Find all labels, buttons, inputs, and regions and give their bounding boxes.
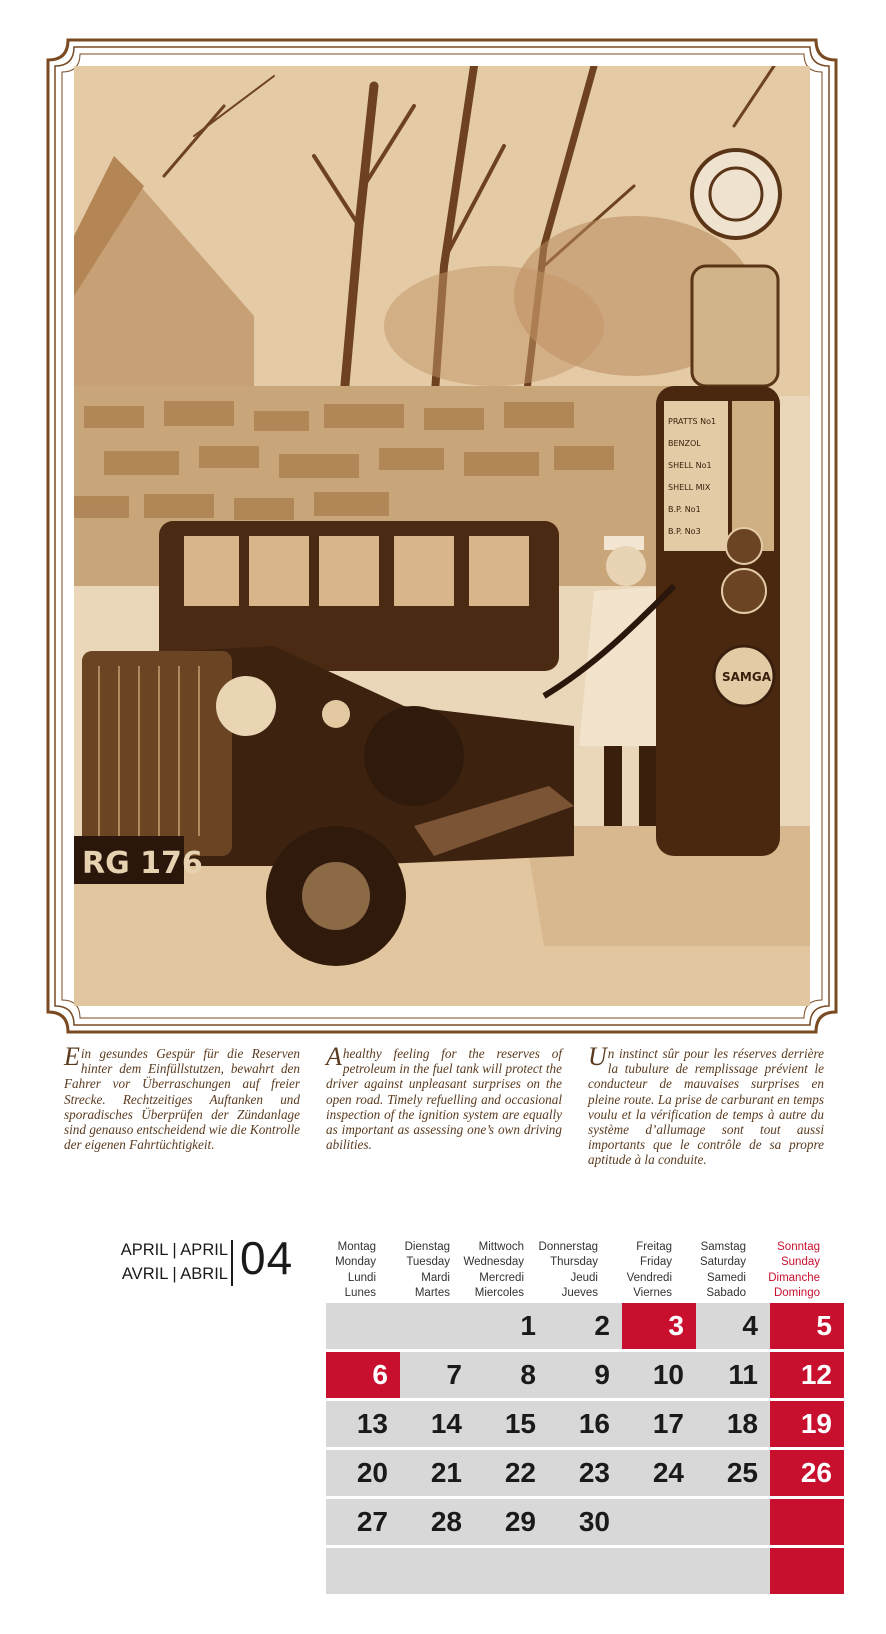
day-label: Wednesday bbox=[463, 1256, 524, 1269]
calendar-day-cell: 20 bbox=[326, 1450, 400, 1496]
day-header-sunday bbox=[746, 1240, 820, 1302]
pump-label: SHELL MIX bbox=[668, 483, 711, 492]
calendar-day-cell: 4 bbox=[696, 1303, 770, 1349]
plate-text: RG 176 bbox=[82, 846, 203, 881]
calendar-day-cell bbox=[474, 1548, 548, 1594]
photo-frame bbox=[46, 38, 838, 1034]
calendar-day-cell: 28 bbox=[400, 1499, 474, 1545]
caption-english bbox=[326, 1042, 562, 1153]
vintage-photo bbox=[74, 66, 810, 1006]
calendar-day-cell bbox=[400, 1548, 474, 1594]
day-label: Jeudi bbox=[570, 1271, 598, 1284]
month-number: 04 bbox=[240, 1232, 294, 1284]
calendar-day-cell bbox=[622, 1548, 696, 1594]
day-label: Vendredi bbox=[626, 1271, 672, 1284]
caption-initial: A bbox=[326, 1042, 342, 1071]
calendar-day-cell bbox=[696, 1548, 770, 1594]
day-label: Dimanche bbox=[768, 1271, 820, 1284]
pump-label: BENZOL bbox=[668, 439, 701, 448]
calendar-day-cell: 12 bbox=[770, 1352, 844, 1398]
calendar-day-cell: 9 bbox=[548, 1352, 622, 1398]
day-header-friday bbox=[598, 1240, 672, 1302]
day-label: Mardi bbox=[421, 1271, 450, 1284]
day-label: Samstag bbox=[700, 1241, 746, 1253]
pump-label: PRATTS No1 bbox=[668, 417, 717, 426]
calendar-day-cell: 17 bbox=[622, 1401, 696, 1447]
calendar-day-cell: 26 bbox=[770, 1450, 844, 1496]
caption-initial: E bbox=[64, 1042, 80, 1071]
calendar-day-cell: 5 bbox=[770, 1303, 844, 1349]
month-name-block bbox=[110, 1238, 228, 1286]
caption-initial: U bbox=[588, 1042, 607, 1071]
calendar-day-cell bbox=[770, 1548, 844, 1594]
calendar-day-cell bbox=[770, 1499, 844, 1545]
month-name-line2: AVRIL | ABRIL bbox=[121, 1265, 228, 1283]
calendar-day-cell bbox=[622, 1499, 696, 1545]
caption-french bbox=[588, 1042, 824, 1168]
day-header-monday bbox=[302, 1240, 376, 1302]
calendar-day-cell: 29 bbox=[474, 1499, 548, 1545]
day-label: Freitag bbox=[636, 1241, 672, 1253]
calendar-day-cell: 6 bbox=[326, 1352, 400, 1398]
day-label: Monday bbox=[335, 1256, 376, 1269]
calendar-day-cell: 8 bbox=[474, 1352, 548, 1398]
calendar-day-cell bbox=[400, 1303, 474, 1349]
day-header-tuesday bbox=[376, 1240, 450, 1302]
day-label: Tuesday bbox=[406, 1256, 450, 1269]
calendar-day-cell: 24 bbox=[622, 1450, 696, 1496]
day-label: Mittwoch bbox=[478, 1241, 524, 1253]
calendar-day-cell: 30 bbox=[548, 1499, 622, 1545]
calendar-day-cell: 13 bbox=[326, 1401, 400, 1447]
day-header-saturday bbox=[672, 1240, 746, 1302]
calendar-day-cell: 22 bbox=[474, 1450, 548, 1496]
pump-brand: SAMGA bbox=[722, 670, 772, 684]
calendar-day-cell: 18 bbox=[696, 1401, 770, 1447]
day-label: Montag bbox=[337, 1241, 376, 1253]
pump-label: B.P. No1 bbox=[668, 505, 701, 514]
day-label: Dienstag bbox=[404, 1241, 450, 1253]
day-label: Martes bbox=[414, 1287, 450, 1300]
calendar-day-cell: 25 bbox=[696, 1450, 770, 1496]
calendar-day-cell: 16 bbox=[548, 1401, 622, 1447]
day-label: Sunday bbox=[780, 1256, 820, 1269]
day-header-thursday bbox=[524, 1240, 598, 1302]
day-label: Domingo bbox=[773, 1287, 820, 1300]
calendar-day-cell bbox=[548, 1548, 622, 1594]
calendar-day-cell bbox=[326, 1548, 400, 1594]
caption-text: in gesundes Gespür für die Reserven hinter dem Einfüllstutzen, bewahrt den Fahrer vor Überraschungen auf freier Strecke. Rechtzeitiges Auftanken und sporadisches Überprüfen der Zündanlage sind genauso entscheidend wie die Kontrolle der eigenen Fahrtüchtigkeit. bbox=[64, 1046, 300, 1153]
calendar-day-cell bbox=[696, 1499, 770, 1545]
pump-label: SHELL No1 bbox=[668, 461, 712, 470]
day-label: Jueves bbox=[561, 1287, 598, 1300]
day-label: Viernes bbox=[633, 1287, 672, 1300]
caption-text: healthy feeling for the reserves of petroleum in the fuel tank will protect the driver against unpleasant surprises on the open road. Timely refuelling and occasional inspection of the ignition system are equally as important as assessing one’s own driving abilities. bbox=[326, 1046, 562, 1153]
day-label: Miercoles bbox=[474, 1287, 524, 1300]
day-label: Mercredi bbox=[479, 1271, 524, 1284]
day-label: Lundi bbox=[347, 1271, 376, 1284]
day-label: Sabado bbox=[706, 1287, 746, 1300]
caption-text: n instinct sûr pour les réserves derrière la tubulure de remplissage prévient le conducteur de mauvaises surprises en pleine route. La prise de carburant en temps voulu et la vérification de temps à autre du système d’allumage sont tout aussi importants que le contrôle de sa propre aptitude à la conduite. bbox=[588, 1046, 824, 1168]
day-label: Samedi bbox=[707, 1271, 746, 1284]
day-label: Lunes bbox=[344, 1287, 376, 1300]
calendar-day-cell: 21 bbox=[400, 1450, 474, 1496]
month-name-line1: APRIL | APRIL bbox=[120, 1241, 228, 1259]
calendar-day-cell: 15 bbox=[474, 1401, 548, 1447]
month-separator bbox=[231, 1240, 233, 1286]
calendar-day-cell: 27 bbox=[326, 1499, 400, 1545]
calendar-day-cell: 7 bbox=[400, 1352, 474, 1398]
caption-german bbox=[64, 1042, 300, 1153]
day-label: Sonntag bbox=[777, 1241, 820, 1253]
pump-label: B.P. No3 bbox=[668, 527, 701, 536]
day-header-wednesday bbox=[450, 1240, 524, 1302]
calendar-day-cell: 2 bbox=[548, 1303, 622, 1349]
day-label: Thursday bbox=[550, 1256, 598, 1269]
day-label: Friday bbox=[640, 1256, 672, 1269]
calendar-day-cell: 1 bbox=[474, 1303, 548, 1349]
calendar-day-cell: 11 bbox=[696, 1352, 770, 1398]
day-label: Saturday bbox=[699, 1256, 746, 1269]
calendar-day-cell: 23 bbox=[548, 1450, 622, 1496]
calendar-day-cell: 3 bbox=[622, 1303, 696, 1349]
fuel-station-scene bbox=[74, 66, 810, 1006]
calendar-grid bbox=[302, 1303, 851, 1598]
calendar-day-cell: 19 bbox=[770, 1401, 844, 1447]
calendar-day-cell bbox=[326, 1303, 400, 1349]
calendar-day-cell: 14 bbox=[400, 1401, 474, 1447]
calendar-day-cell: 10 bbox=[622, 1352, 696, 1398]
day-label: Donnerstag bbox=[538, 1241, 598, 1253]
